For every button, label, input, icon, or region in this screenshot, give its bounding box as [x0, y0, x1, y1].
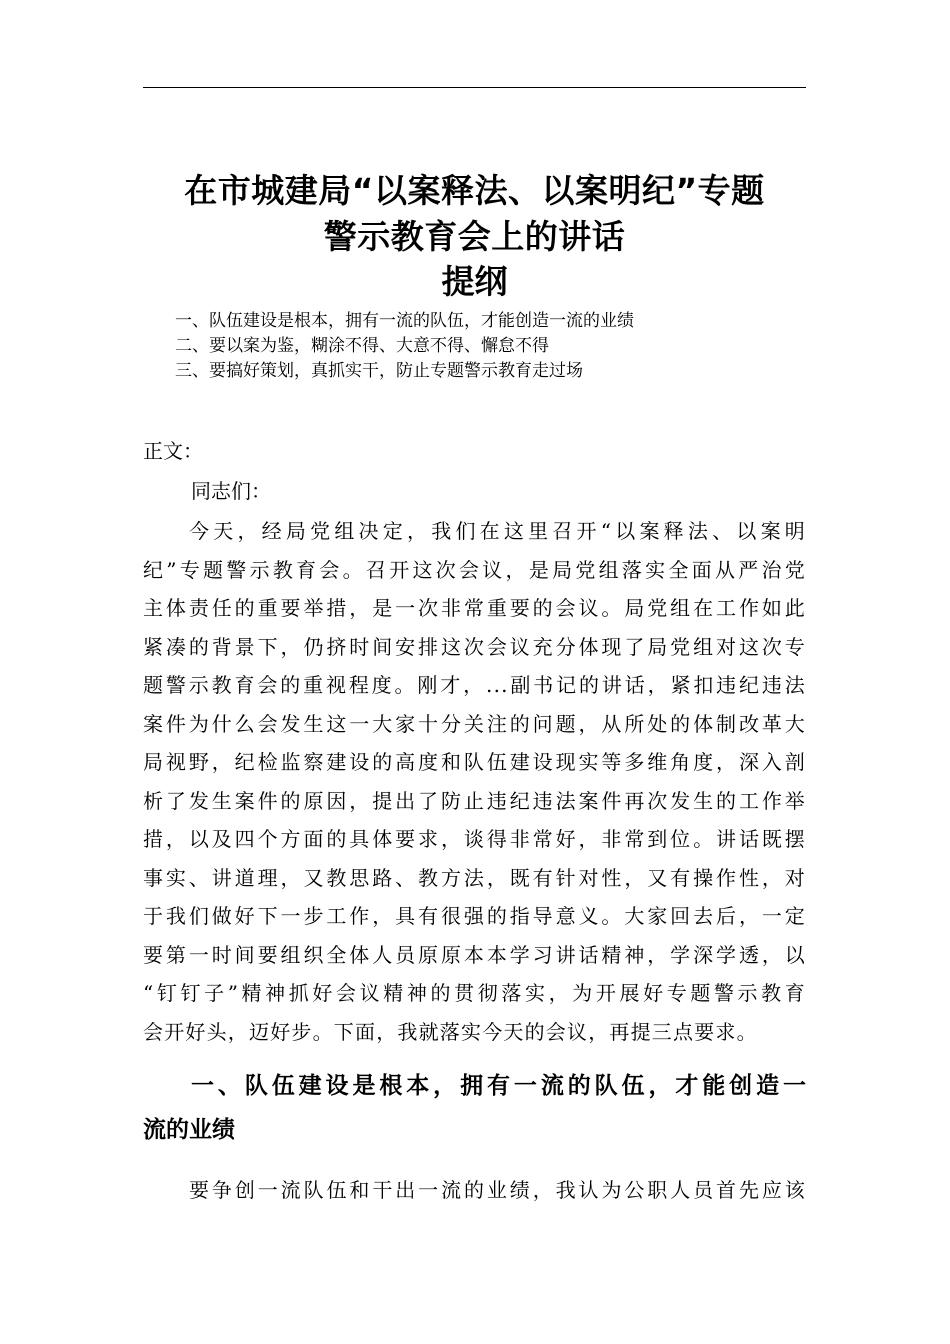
paragraph-line: 于我们做好下一步工作，具有很强的指导意义。大家回去后，一定 — [143, 904, 806, 928]
paragraph-line: 局视野，纪检监察建设的高度和队伍建设现实等多维角度，深入剖 — [143, 750, 806, 774]
paragraph-line: 紧凑的背景下，仍挤时间安排这次会议充分体现了局党组对这次专 — [143, 634, 806, 659]
outline-item: 二、要以案为鉴，糊涂不得、大意不得、懈怠不得 — [175, 336, 549, 356]
section-heading-line: 一、队伍建设是根本，拥有一流的队伍，才能创造一 — [191, 1073, 806, 1099]
section-heading-line: 流的业绩 — [143, 1117, 235, 1143]
paragraph-line: 题警示教育会的重视程度。刚才，...副书记的讲话，紧扣违纪违法 — [143, 673, 806, 697]
title-line: 警示教育会上的讲话 — [323, 217, 626, 256]
paragraph-line: 纪”专题警示教育会。召开这次会议，是局党组落实全面从严治党 — [143, 557, 806, 582]
intro-paragraph — [143, 512, 806, 1051]
paragraph-line: 会开好头，迈好步。下面，我就落实今天的会议，再提三点要求。 — [143, 1019, 758, 1044]
paragraph-line: 要第一时间要组织全体人员原原本本学习讲话精神，学深学透，以 — [143, 942, 806, 967]
paragraph-line: 措，以及四个方面的具体要求，谈得非常好，非常到位。讲话既摆 — [143, 827, 806, 851]
paragraph-line: 事实、讲道理，又教思路、教方法，既有针对性，又有操作性，对 — [143, 865, 806, 890]
outline-item: 三、要搞好策划，真抓实干，防止专题警示教育走过场 — [175, 361, 583, 381]
paragraph-line: 主体责任的重要举措，是一次非常重要的会议。局党组在工作如此 — [143, 596, 806, 620]
paragraph-line: “钉钉子”精神抓好会议精神的贯彻落实，为开展好专题警示教育 — [143, 981, 806, 1005]
outline-list — [175, 309, 795, 384]
document-title — [143, 168, 806, 260]
header-rule — [143, 87, 806, 88]
paragraph-line: 析了发生案件的原因，提出了防止违纪违法案件再次发生的工作举 — [143, 788, 806, 813]
section-heading — [143, 1064, 806, 1152]
title-line: 在市城建局“以案释法、以案明纪”专题 — [184, 171, 765, 210]
outline-item: 一、队伍建设是根本，拥有一流的队伍，才能创造一流的业绩 — [175, 311, 634, 331]
section-paragraph — [143, 1171, 806, 1210]
paragraph-line: 今天，经局党组决定，我们在这里召开“以案释法、以案明 — [189, 519, 806, 543]
main-text-label: 正文： — [143, 439, 203, 463]
outline-heading: 提纲 — [441, 262, 508, 301]
salutation: 同志们： — [191, 479, 271, 503]
paragraph-line: 要争创一流队伍和干出一流的业绩，我认为公职人员首先应该 — [189, 1178, 806, 1202]
paragraph-line: 案件为什么会发生这一大家十分关注的问题，从所处的体制改革大 — [143, 711, 806, 736]
